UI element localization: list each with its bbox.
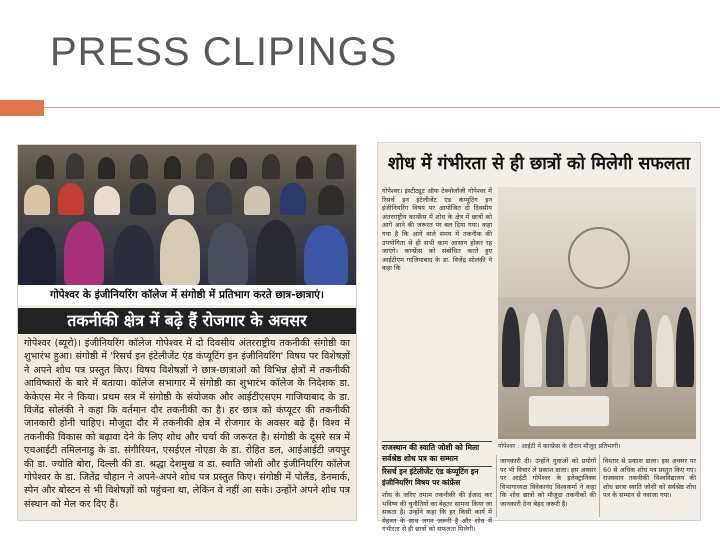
press-clipping-left: [18, 145, 356, 520]
clipping-right-headline: शोध में गंभीरता से ही छात्रों को मिलेगी सफलता: [387, 154, 691, 174]
clipping-right-column-3: जानकारी दी। उन्होंने युवाओं को प्रयोगों पर भी विचार ले प्रकाश डाला। इस अवसर पर आईटी गोपेश्वर के इलेक्ट्रानिक्स विभागाध्यक्ष विवेकानंद विश्वकर्मा ने कहा कि शोध छात्रों को मौजूदा तकनीकों की जानकारी देना बेहद जरूरी है।: [500, 457, 596, 508]
clipping-left-body: गोपेश्वर (ब्यूरो)। इंजीनियरिंग कॉलेज गोपेश्वर में दो दिवसीय अंतरराष्ट्रीय तकनीकी संगोष्ठी का शुभारंभ हुआ। संगोष्ठी में 'रिसर्च इन इंटेलीजेंट एंड कंप्यूटिंग इन इंजीनियरिंग' विषय पर विशेषज्ञों ने अपने शोध पत्र प्रस्तुत किए। विषय विशेषज्ञों ने छात्र-छात्राओं को विभिन्न क्षेत्रों में तकनीकी आविष्कारों के बारे में बताया। कॉलेज सभागार में संगोष्ठी का शुभारंभ कॉलेज के निदेशक डा. केकेएस मेर ने किया। प्रथम सत्र में संगोष्ठी के संयोजक और आईटीएसएम गाजियाबाद के डा. विजेंद्र सोलंकी ने कहा कि वर्तमान दौर तकनीकी का है। हर छात्र को कंप्यूटर की तकनीकी जानकारी होनी चाहिए। मौजूदा दौर में तकनीकी क्षेत्र में रोजगार के अवसर बढ़े हैं। विश्व में तकनीकी विकास को बढ़ावा देने के लिए शोध और चर्चा की जरूरत है। संगोष्ठी के दूसरे सत्र में एचआईटी तमिलनाडु के डा. संगीरियन, एसईएल नोएडा के डा. रोहित डल, आईआईटी जयपुर की डा. ज्योति बोरा, दिल्ली की डा. श्रद्धा देशमुख व डा. स्वाति जोशी और इंजीनियरिंग कॉलेज गोपेश्वर के डा. जितेंद्र चौहान ने अपने-अपने शोध पत्र प्रस्तुत किए। संगोष्ठी में पोलैंड, डेनमार्क, स्पेन और बोस्टन से भी विशेषज्ञों को पहुंचना था, लेकिन वे नहीं आ सके। उन्होंने अपने शोध पत्र संस्थान को मेल कर दिए हैं।: [24, 338, 350, 510]
press-clipping-right: [378, 143, 700, 534]
clipping-right-photo: [498, 187, 696, 439]
clipping-right-column-1: गोपेश्वर। इंस्टीट्यूट ऑफ टेक्नोलॉजी गोपेश्वर में रिसर्च इन इंटेलीजेंट एंड कंप्यूटिंग इन इंजीनियरिंग विषय पर आयोजित दो दिवसीय अंतरराष्ट्रीय कान्फ्रेंस में शोध के क्षेत्र में छात्रों को आगे आने की जरूरत पर बल दिया गया। कहा गया है कि आने वाले समय में तकनीक की उपयोगिता से ही सभी काम आसान होकर रह जाएंगे। कान्फ्रेंस को संबोधित करते हुए आईटीएम गाजियाबाद के डा. विजेंद्र सोलंकी ने कहा कि: [382, 187, 492, 273]
column-divider: [599, 455, 600, 517]
slide-title: PRESS CLIPINGS: [50, 30, 398, 74]
clipping-right-column-2: शोध के जरिए तमाम तकनीकी की ईजाद कर भविष्य की चुनौतियों का बेहतर सामना किया जा सकता है। उन्होंने कहा कि हर किसी कार्य में मेहनत के साथ लगन जरूरी है और शोध में गंभीरता से ही छात्रों को सफलता मिलेगी।: [382, 491, 492, 534]
clipping-right-column-4: विस्तार से प्रकाश डाला। इस अवसर पर 60 से अधिक शोध पत्र प्रस्तुत किए गए। राजस्थान तकनीकी विश्वविद्यालय की शोध छात्रा स्वाति जोशी को सर्वश्रेष्ठ शोध पत्र के सम्मान से नवाजा गया।: [603, 457, 696, 500]
title-accent-block: [0, 100, 44, 116]
clipping-right-photo-caption: गोपेश्वर : आईटी में कान्फ्रेंस के दौरान मौजूद प्रतिभागी।: [498, 443, 621, 450]
column-divider: [496, 455, 497, 517]
clipping-right-subheadline-1: राजस्थान की स्वाति जोशी को मिला सर्वश्रेष्ठ शोध पत्र का सम्मान: [382, 441, 492, 467]
clipping-left-headline: तकनीकी क्षेत्र में बढ़े हैं रोजगार के अवसर: [18, 308, 356, 334]
clipping-left-photo-caption: गोपेश्वर के इंजीनियरिंग कॉलेज में संगोष्ठी में प्रतिभाग करते छात्र-छात्राएं।: [18, 285, 356, 305]
clipping-right-subheadline-2: रिसर्च इन इंटेलीजेंट एंड कंप्यूटिंग इन इंजीनियरिंग विषय पर कांफ्रेंस: [382, 467, 479, 487]
clipping-left-photo: [18, 145, 356, 285]
title-accent-line: [44, 107, 720, 108]
